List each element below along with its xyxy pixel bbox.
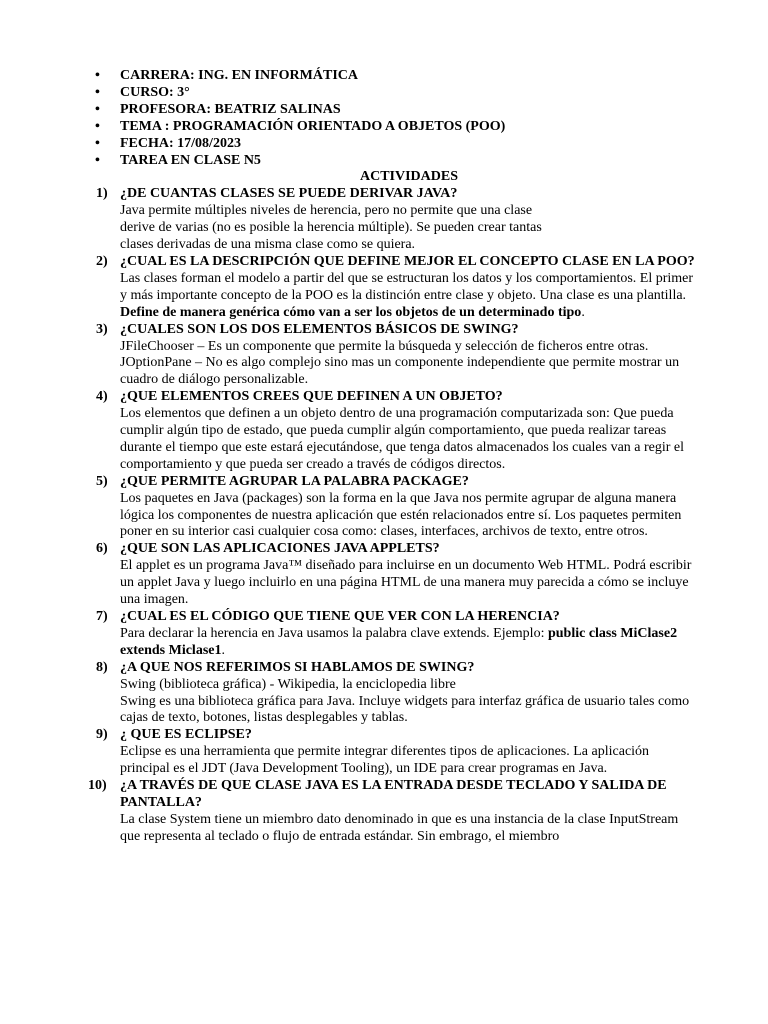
question-3 [0,322,768,390]
question-10 [0,778,768,846]
bullet: • [95,135,100,151]
question-number: 5) [96,473,108,489]
question-number: 3) [96,321,108,337]
answer-bold: Define de manera genérica cómo van a ser los objetos de un determinado tipo [120,304,582,320]
bullet: • [95,68,100,83]
question-1 [0,186,768,254]
answer-text: Los elementos que definen a un objeto dentro de una programación computarizada son: Que pueda cumplir algún tipo de estado, que pueda cumplir algún comportamiento, que pueda realizar tareas durante el tiempo que este estará ejecutándose, que tenga datos almacenados los cuales van a regir el comportamiento y que pueda ser creado a través de códigos directos. [120,406,685,472]
header-item-profesora: • PROFESORA: BEATRIZ SALINAS [95,101,341,117]
bullet: • [95,84,100,100]
question-4 [0,389,768,474]
question-text: ¿QUE PERMITE AGRUPAR LA PALABRA PACKAGE? [120,473,469,489]
question-number: 9) [96,727,108,743]
answer-bold: public class MiClase2 extends Miclase1 [120,625,678,658]
question-text: ¿ QUE ES ECLIPSE? [120,727,252,743]
question-text: ¿A TRAVÉS DE QUE CLASE JAVA ES LA ENTRADA DESDE TECLADO Y SALIDA DE PANTALLA? [120,778,667,810]
bullet: • [95,152,100,168]
question-number: 8) [96,659,108,675]
header-item-curso: • CURSO: 3° [95,84,190,100]
bullet: • [95,118,100,134]
question-text: ¿QUE SON LAS APLICACIONES JAVA APPLETS? [120,541,440,557]
question-text: ¿QUE ELEMENTOS CREES QUE DEFINEN A UN OBJETO? [120,389,503,405]
question-text: ¿DE CUANTAS CLASES SE PUEDE DERIVAR JAVA? [120,186,458,202]
question-number: 7) [96,609,108,624]
header-item-fecha: • FECHA: 17/08/2023 [95,135,241,151]
question-text: ¿CUAL ES LA DESCRIPCIÓN QUE DEFINE MEJOR EL CONCEPTO CLASE EN LA POO? [120,253,695,269]
question-5 [0,474,768,542]
answer-text: Eclipse es una herramienta que permite integrar diferentes tipos de aplicaciones. La aplicación principal es el JDT (Java Development Tooling), un IDE para crear programas en Java. [120,744,650,777]
header-item-carrera: • CARRERA: ING. EN INFORMÁTICA [95,68,358,83]
answer-text: Swing (biblioteca gráfica) - Wikipedia, la enciclopedia libre Swing es una biblioteca gráfica para Java. Incluye widgets para interfaz gráfica de usuario tales como cajas de texto, botones, listas desplegables y tablas. [120,676,690,726]
document-body [0,68,768,846]
answer-text: La clase System tiene un miembro dato denominado in que es una instancia de la clase InputStream que representa al teclado o flujo de entrada estándar. Sin embrago, el miembro [120,811,679,844]
question-6 [0,541,768,609]
question-number: 2) [96,253,108,269]
header-item-tarea: • TAREA EN CLASE N5 [95,152,261,168]
question-number: 10) [88,778,107,794]
question-text: ¿A QUE NOS REFERIMOS SI HABLAMOS DE SWING? [120,659,475,675]
answer-text: Java permite múltiples niveles de herencia, pero no permite que una clase derive de varias (no es posible la herencia múltiple). Se pueden crear tantas clases derivadas de una misma clase como se quiera. [120,203,542,253]
header-item-tema: • TEMA : PROGRAMACIÓN ORIENTADO A OBJETOS (POO) [95,118,506,134]
answer-text: Los paquetes en Java (packages) son la forma en la que Java nos permite agrupar de alguna manera lógica los componentes de nuestra aplicación que estén relacionados entre sí. Los paquetes permiten poner en su interior casi cualquier cosa como: clases, interfaces, archivos de texto, entre otros. [120,490,682,540]
question-9 [0,727,768,778]
question-text: ¿CUALES SON LOS DOS ELEMENTOS BÁSICOS DE SWING? [120,321,519,337]
question-number: 4) [96,389,108,405]
section-title: ACTIVIDADES [359,169,459,185]
answer-text: Para declarar la herencia en Java usamos la palabra clave extends. Ejemplo: public class MiClase2 extends Miclase1. [120,625,678,658]
question-8 [0,660,768,728]
bullet: • [95,101,100,117]
answer-text: Las clases forman el modelo a partir del que se estructuran los datos y los comportamientos. El primer y más importante concepto de la POO es la distinción entre clase y objeto. Una clase es una plantilla. Define de manera genérica cómo van a ser los objetos de un determinado tipo. [120,270,694,320]
answer-text: El applet es un programa Java™ diseñado para incluirse en un documento Web HTML. Podrá escribir un applet Java y luego incluirlo en una página HTML de una manera muy parecida a cómo se incluye una imagen. [120,558,692,608]
header-list [0,68,768,169]
question-text: ¿CUAL ES EL CÓDIGO QUE TIENE QUE VER CON LA HERENCIA? [120,609,560,624]
answer-text: JFileChooser – Es un componente que permite la búsqueda y selección de ficheros entre otras. JOptionPane – No es algo complejo sino mas un componente independiente que permite mostrar un cuadro de diálogo personalizable. [120,338,680,388]
question-number: 6) [96,541,108,557]
question-2 [0,254,768,322]
question-number: 1) [96,186,108,202]
question-7 [0,609,768,660]
